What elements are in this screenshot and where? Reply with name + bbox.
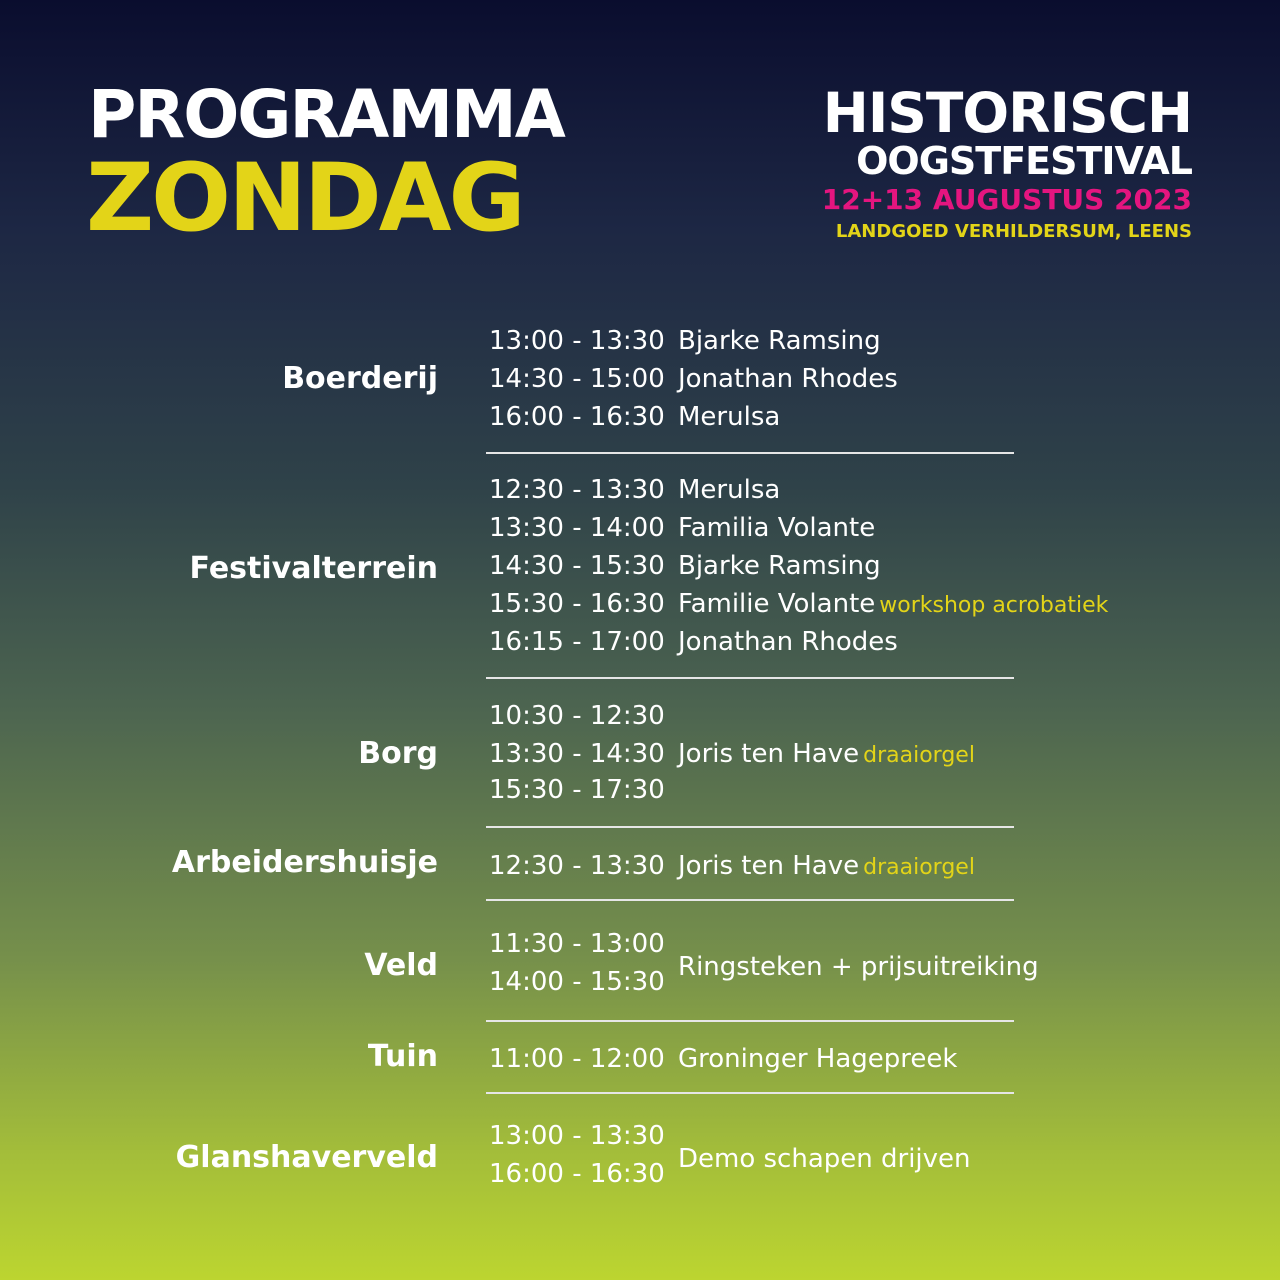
venue-label-arbeidershuisje: Arbeidershuisje (171, 845, 438, 880)
venue-label-borg: Borg (358, 736, 438, 771)
logo-line-oogstfestival: OOGSTFESTIVAL (856, 139, 1192, 183)
slot-time: 11:30 - 13:00 (489, 929, 665, 959)
page-subtitle-day: ZONDAG (86, 144, 523, 253)
schedule-row (489, 322, 881, 360)
slot-time: 14:30 - 15:30 (489, 551, 665, 581)
slot-act: Joris ten Have (678, 851, 860, 881)
schedule-row (489, 1117, 678, 1155)
venue-label-glanshaverveld: Glanshaverveld (175, 1140, 438, 1175)
section-divider (486, 899, 1014, 901)
slot-act: Bjarke Ramsing (678, 551, 881, 581)
slot-note: draaiorgel (863, 855, 975, 880)
slot-time: 13:00 - 13:30 (489, 1121, 665, 1151)
logo-line-location: LANDGOED VERHILDERSUM, LEENS (835, 221, 1192, 242)
schedule-row-act (678, 1140, 971, 1178)
slot-time: 15:30 - 16:30 (489, 589, 665, 619)
slot-act: Bjarke Ramsing (678, 326, 881, 356)
slot-act: Jonathan Rhodes (678, 627, 898, 657)
schedule-row (489, 398, 780, 436)
slot-time: 16:00 - 16:30 (489, 402, 665, 432)
schedule-row-act (678, 948, 1039, 986)
section-divider (486, 826, 1014, 828)
section-divider (486, 452, 1014, 454)
slot-time: 15:30 - 17:30 (489, 775, 665, 805)
slot-act: Jonathan Rhodes (678, 364, 898, 394)
schedule-row (489, 623, 898, 661)
schedule-row (489, 547, 881, 585)
slot-act: Demo schapen drijven (678, 1144, 971, 1174)
schedule-row (489, 771, 678, 809)
schedule-row (489, 360, 898, 398)
schedule-row (489, 1040, 957, 1078)
slot-time: 16:15 - 17:00 (489, 627, 665, 657)
slot-time: 14:00 - 15:30 (489, 967, 665, 997)
slot-time: 12:30 - 13:30 (489, 851, 665, 881)
slot-act: Joris ten Have (678, 739, 860, 769)
slot-note: draaiorgel (863, 743, 975, 768)
schedule-row (489, 1155, 678, 1193)
slot-time: 10:30 - 12:30 (489, 701, 665, 731)
slot-act: Merulsa (678, 402, 781, 432)
schedule-row (489, 697, 678, 735)
slot-time: 16:00 - 16:30 (489, 1159, 665, 1189)
logo-line-dates: 12+13 AUGUSTUS 2023 (821, 183, 1192, 216)
section-divider (486, 1092, 1014, 1094)
slot-act: Familia Volante (678, 513, 876, 543)
venue-label-boerderij: Boerderij (282, 361, 438, 396)
schedule-row (489, 509, 875, 547)
schedule-row (489, 585, 1108, 625)
slot-act: Familie Volante (678, 589, 876, 619)
venue-label-veld: Veld (364, 948, 438, 983)
venue-label-tuin: Tuin (367, 1039, 438, 1074)
schedule-row (489, 847, 975, 887)
schedule-row (489, 735, 975, 775)
section-divider (486, 1020, 1014, 1022)
slot-time: 13:30 - 14:30 (489, 739, 665, 769)
venue-label-festivalterrein: Festivalterrein (189, 551, 438, 586)
slot-act: Merulsa (678, 475, 781, 505)
schedule-row (489, 925, 678, 963)
slot-time: 11:00 - 12:00 (489, 1044, 665, 1074)
slot-note: workshop acrobatiek (879, 593, 1109, 618)
slot-act: Ringsteken + prijsuitreiking (678, 952, 1039, 982)
slot-time: 13:00 - 13:30 (489, 326, 665, 356)
festival-logo (821, 81, 1192, 246)
logo-line-historisch: HISTORISCH (822, 81, 1192, 145)
slot-act: Groninger Hagepreek (678, 1044, 958, 1074)
slot-time: 12:30 - 13:30 (489, 475, 665, 505)
schedule-row (489, 471, 780, 509)
page-title: PROGRAMMA (88, 76, 564, 153)
section-divider (486, 677, 1014, 679)
slot-time: 14:30 - 15:00 (489, 364, 665, 394)
slot-time: 13:30 - 14:00 (489, 513, 665, 543)
schedule-row (489, 963, 678, 1001)
